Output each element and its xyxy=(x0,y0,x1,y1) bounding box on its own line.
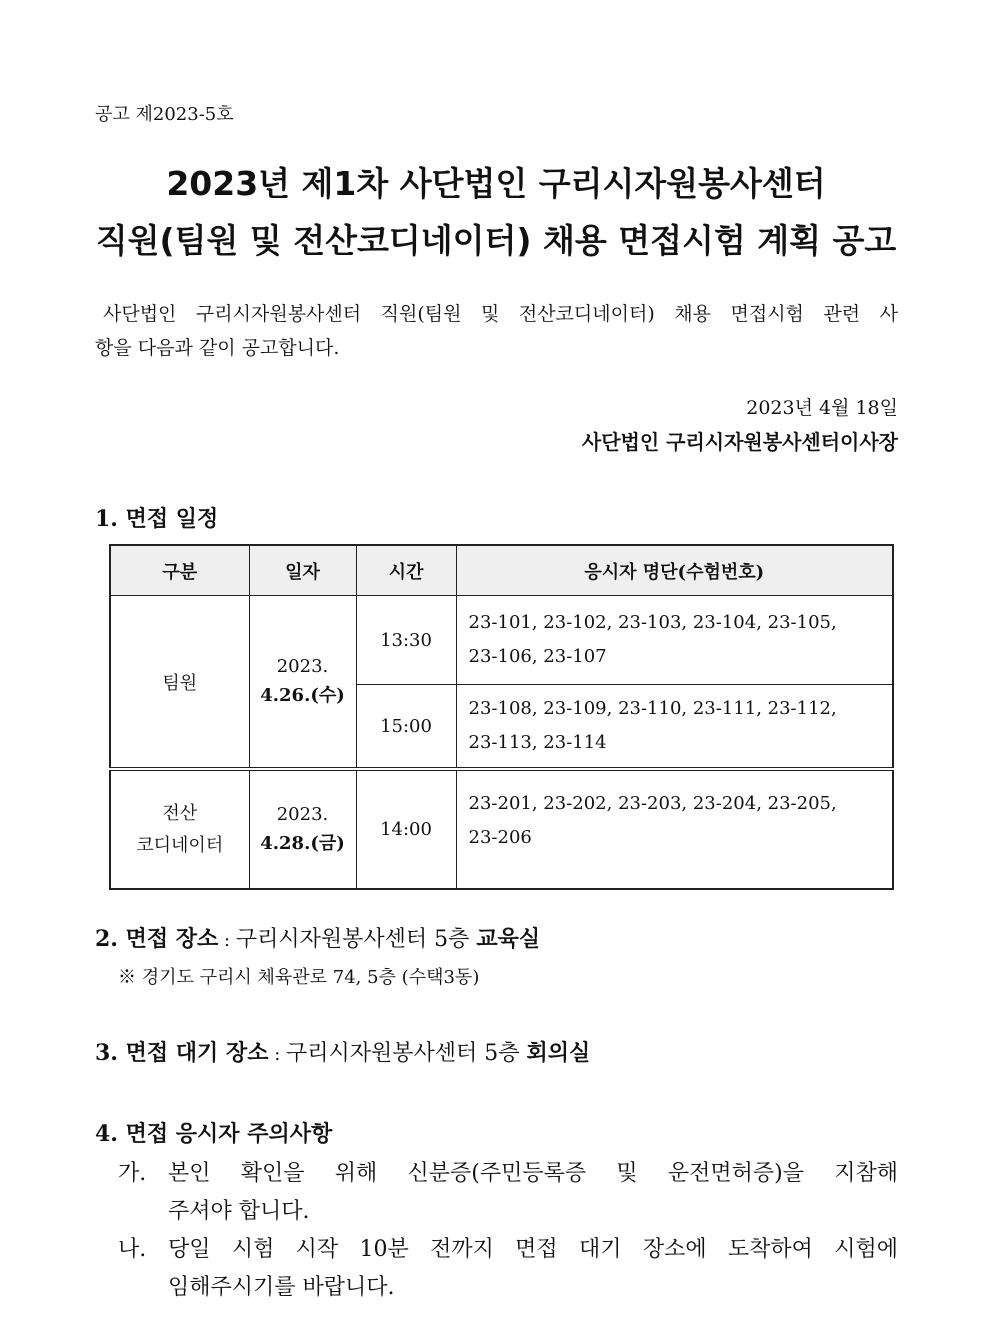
item-marker: 나. xyxy=(118,1237,147,1262)
table-row xyxy=(110,596,893,685)
notice-number: 공고 제2023-5호 xyxy=(95,104,234,125)
category-line: 전산 xyxy=(162,802,198,824)
section-4-title: 4. 면접 응시자 주의사항 xyxy=(95,1121,333,1147)
date-cell xyxy=(249,769,356,889)
candidate-line: 23-113, 23-114 xyxy=(468,732,607,753)
organization-signature: 사단법인 구리시자원봉사센터이사장 xyxy=(581,430,898,454)
date-year: 2023. xyxy=(276,656,329,677)
category-coordinator xyxy=(110,769,249,889)
candidate-list xyxy=(456,685,893,770)
date-year: 2023. xyxy=(276,804,329,825)
date-day: 4.26.(수) xyxy=(260,685,345,706)
intro-line-2: 항을 다음과 같이 공고합니다. xyxy=(95,337,340,359)
item-marker: 가. xyxy=(118,1161,147,1186)
notice-date: 2023년 4월 18일 xyxy=(746,397,898,419)
section-2-venue: 2. 면접 장소 : 구리시자원봉사센터 5층 교육실 xyxy=(95,926,541,952)
section-1-title: 1. 면접 일정 xyxy=(95,506,219,532)
candidate-list xyxy=(456,769,893,889)
section-3-waiting-room: 3. 면접 대기 장소 : 구리시자원봉사센터 5층 회의실 xyxy=(95,1040,591,1066)
intro-paragraph xyxy=(95,297,898,365)
candidate-line: 23-206 xyxy=(468,827,532,848)
time-cell: 15:00 xyxy=(356,685,456,770)
header-time: 시간 xyxy=(356,545,456,596)
header-candidates: 응시자 명단(수험번호) xyxy=(456,545,893,596)
candidate-line: 23-201, 23-202, 23-203, 23-204, 23-205, xyxy=(468,793,837,814)
candidate-line: 23-106, 23-107 xyxy=(468,646,607,667)
title-line-2: 직원(팀원 및 전산코디네이터) 채용 면접시험 계획 공고 xyxy=(95,221,897,260)
item-line-2: 주셔야 합니다. xyxy=(168,1199,310,1224)
category-line: 코디네이터 xyxy=(136,834,224,856)
list-item xyxy=(118,1231,898,1307)
title-line-1: 2023년 제1차 사단법인 구리시자원봉사센터 xyxy=(166,164,826,203)
interview-schedule-table xyxy=(109,544,894,890)
table-row xyxy=(110,769,893,889)
date-cell xyxy=(249,596,356,770)
item-line-1: 당일 시험 시작 10분 전까지 면접 대기 장소에 도착하여 시험에 xyxy=(168,1237,898,1262)
header-category: 구분 xyxy=(110,545,249,596)
list-item xyxy=(118,1155,898,1231)
category-team-member: 팀원 xyxy=(110,596,249,770)
candidate-list xyxy=(456,596,893,685)
candidate-line: 23-101, 23-102, 23-103, 23-104, 23-105, xyxy=(468,612,837,633)
time-cell: 13:30 xyxy=(356,596,456,685)
time-cell: 14:00 xyxy=(356,769,456,889)
header-date: 일자 xyxy=(249,545,356,596)
item-line-2: 임해주시기를 바랍니다. xyxy=(168,1275,395,1300)
venue-address-note: ※ 경기도 구리시 체육관로 74, 5층 (수택3동) xyxy=(118,967,480,988)
date-day: 4.28.(금) xyxy=(260,833,345,854)
intro-line-1: 사단법인 구리시자원봉사센터 직원(팀원 및 전산코디네이터) 채용 면접시험 관련 사 xyxy=(103,303,898,325)
item-line-1: 본인 확인을 위해 신분증(주민등록증 및 운전면허증)을 지참해 xyxy=(168,1161,898,1186)
candidate-line: 23-108, 23-109, 23-110, 23-111, 23-112, xyxy=(468,698,837,719)
table-header-row xyxy=(110,545,893,596)
